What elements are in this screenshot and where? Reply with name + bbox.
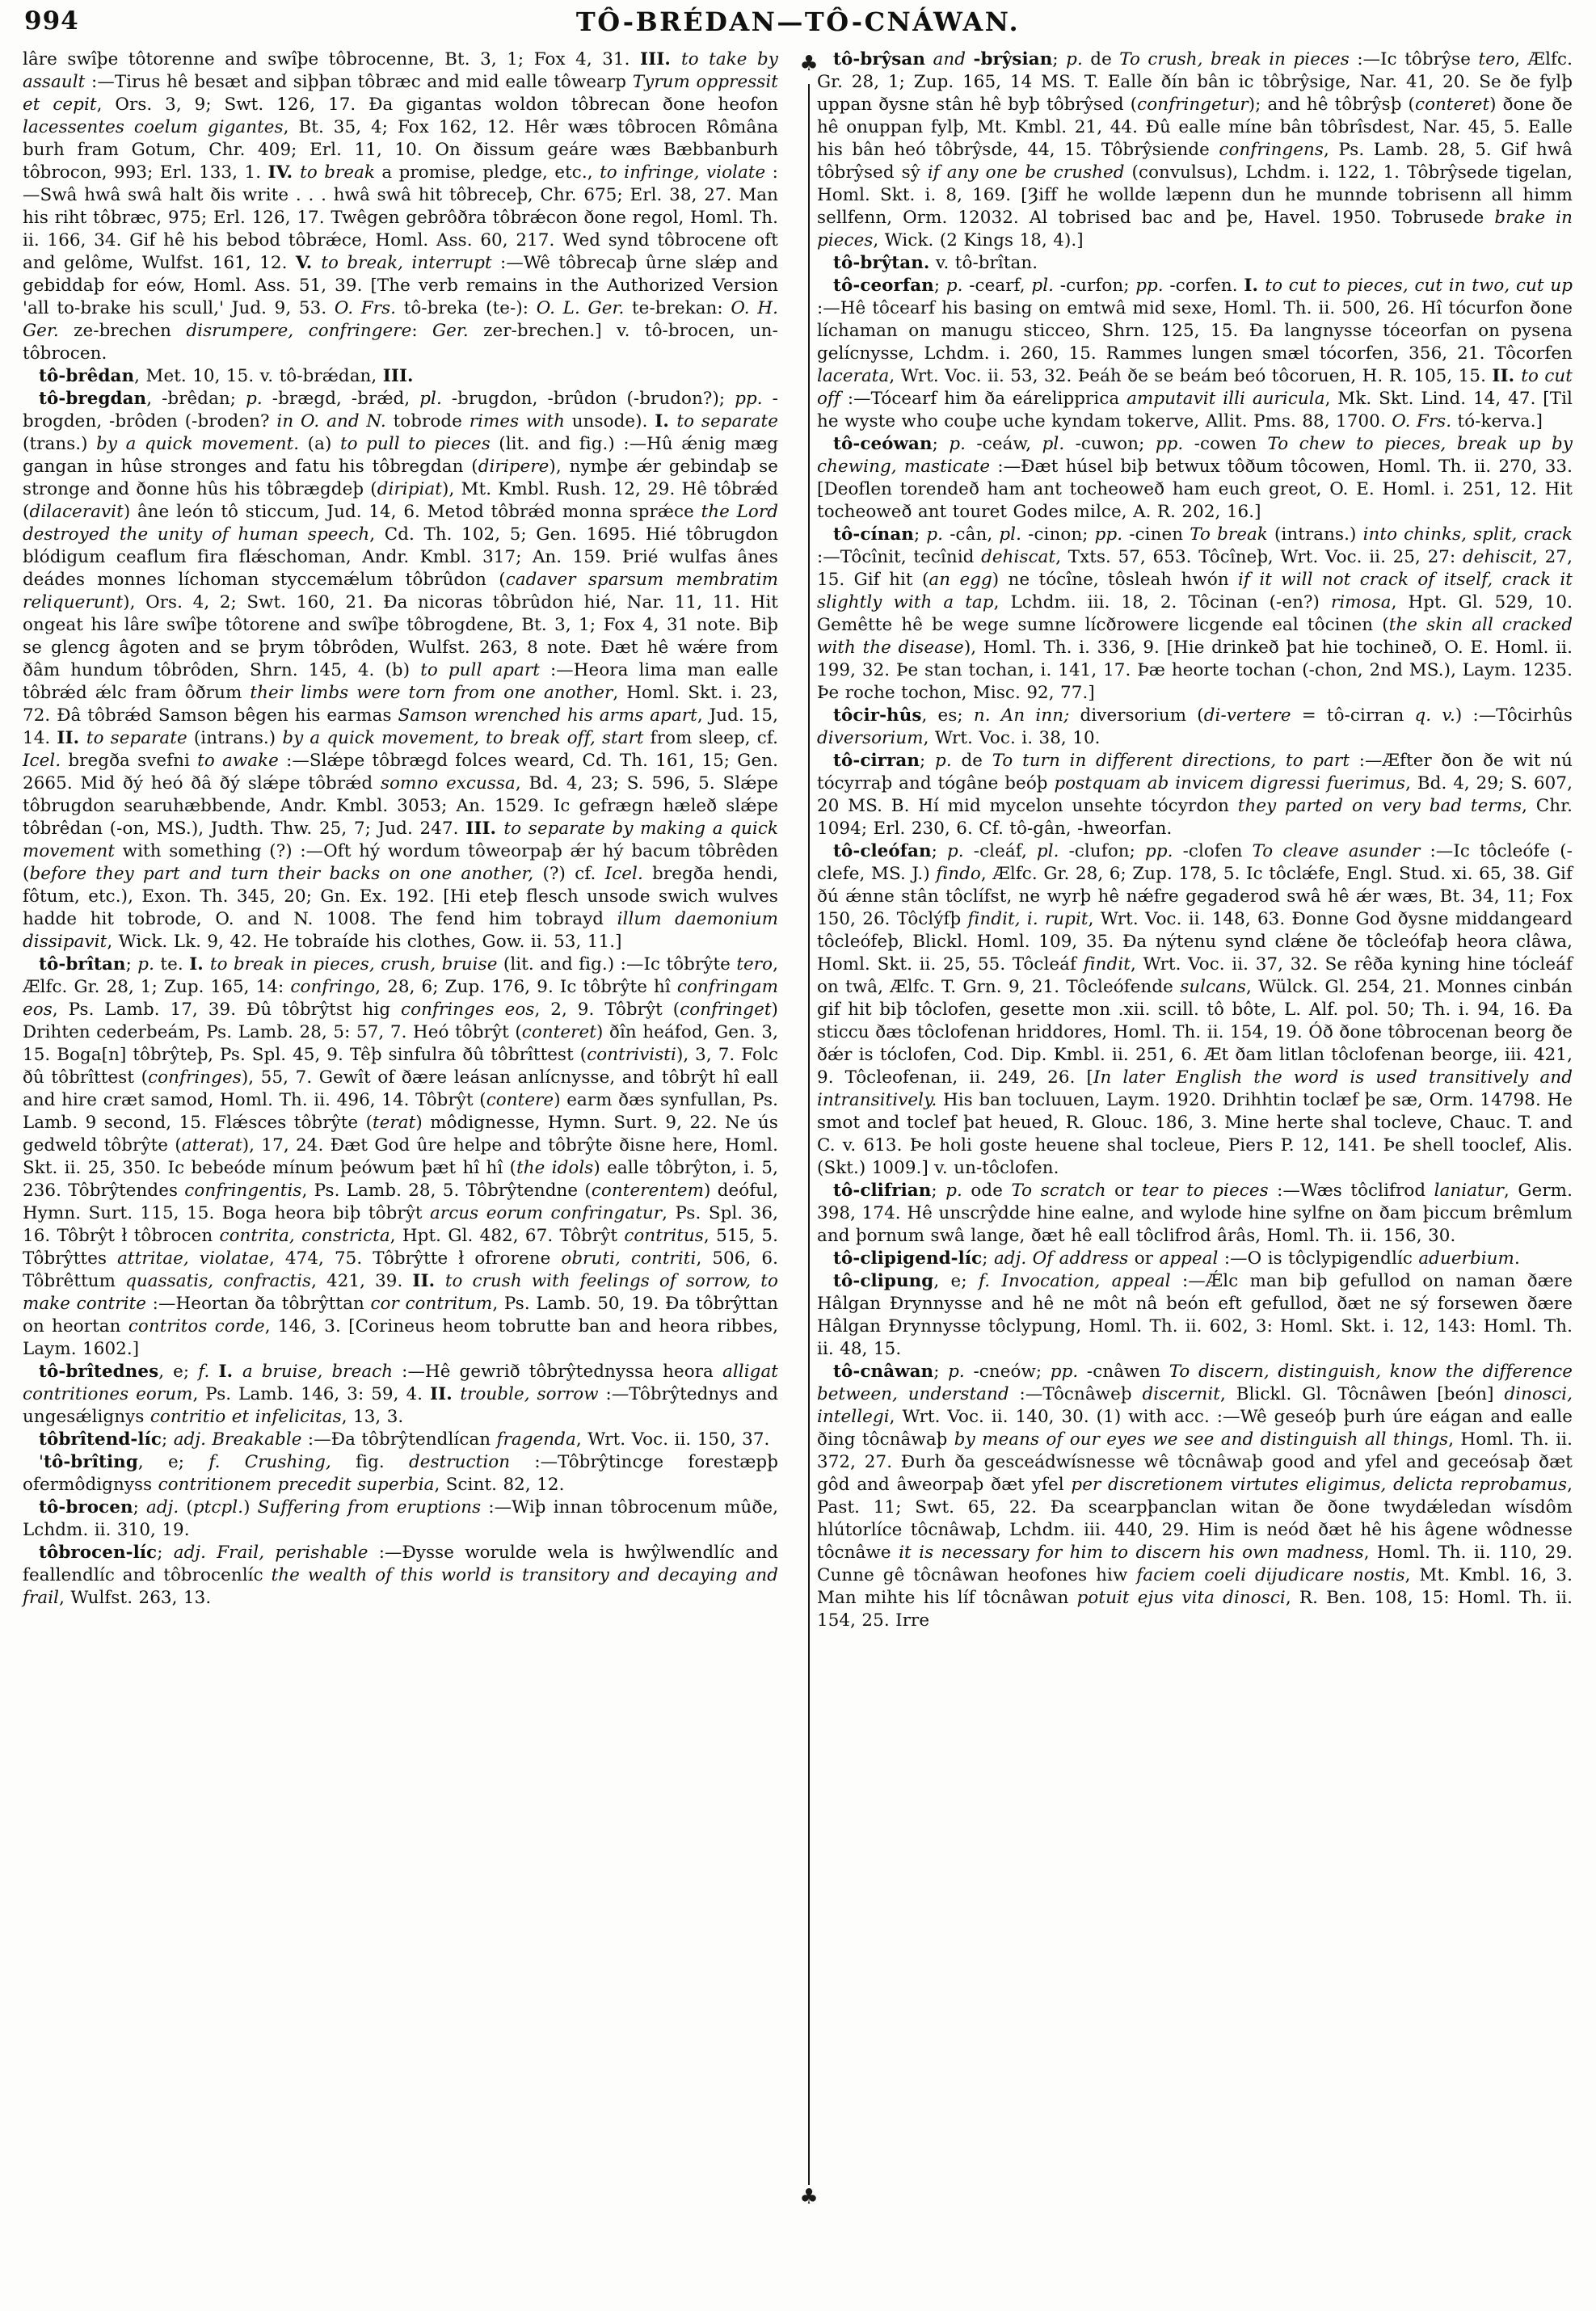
dictionary-entry: tô-bregdan, -brêdan; p. -brægd, -brǽd, pl. -brugdon, -brûdon (-brudon?); pp. -brogden, -brôden (-broden? in O. and N. tobrode rimes with unsode). I. to separate (trans.) by a quick movement. (a) to pull to pieces (lit. and fig.) :—Hû ǽnig mæg gangan in hûse stronges and fatu his tôbregdan (diripere), nymþe ǽr gebindaþ se stronge and ðonne hûs his tôbrægdeþ (diripiat), Mt. Kmbl. Rush. 12, 29. Hê tôbrǽd (dilaceravit) âne león tô sticcum, Jud. 14, 6. Metod tôbrǽd monna sprǽce the Lord destroyed the unity of human speech, Cd. Th. 102, 5; Gen. 1695. Hié tôbrugdon blódigum ceaflum fira flǽschoman, Andr. Kmbl. 317; An. 159. Þrié wulfas ânes deádes monnes líchoman styccemǽlum tôbrûdon (cadaver sparsum membratim reliquerunt), Ors. 4, 2; Swt. 160, 21. Ða nicoras tôbrûdon hié, Nar. 11, 11. Hit ongeat his lâre swîþe tôtorene and swîþe tôbrogdene, Bt. 3, 1; Fox 4, 31 note. Biþ se glencg âgoten and se þrym tôbrôden, Wulfst. 263, 8 note. Ðæt hê wǽre from ðâm hundum tôbrôden, Shrn. 145, 4. (b) to pull apart :—Heora lima man ealle tôbrǽd ǽlc fram ôðrum their limbs were torn from one another, Homl. Skt. i. 23, 72. Ðâ tôbrǽd Samson bêgen his earmas Samson wrenched his arms apart, Jud. 15, 14. II. to separate (intrans.) by a quick movement, to break off, start from sleep, cf. Icel. bregða svefni to awake :—Slǽpe tôbrægd folces weard, Cd. Th. 161, 15; Gen. 2665. Mid ðý heó ðâ ðý slǽpe tôbrǽd somno excussa, Bd. 4, 23; S. 596, 5. Slǽpe tôbrugdon searuhæbbende, Andr. Kmbl. 3053; An. 1529. Ic gefrægn hæleð slǽpe tôbrêdan (-on, MS.), Judth. Thw. 25, 7; Jud. 247. III. to separate by making a quick movement with something (?) :—Oft hý wordum tôweorpaþ ǽr hý bacum tôbrêden (before they part and turn their backs on one another, (?) cf. Icel. bregða hendi, fôtum, etc.), Exon. Th. 345, 20; Gn. Ex. 192. [Hi eteþ flesch unsode swich wulves hadde hit tobrode, O. and N. 1008. The fend him tobrayd illum daemonium dissipavit, Wick. Lk. 9, 42. He tobraíde his clothes, Gow. ii. 53, 11.] xyxy=(23,389,779,952)
dictionary-entry: tô-clifrian; p. ode To scratch or tear to pieces :—Wæs tôclifrod laniatur, Germ. 398, 174. Hê unscrŷdde hine ealne, and wylode hine sylfne on ðam þiccum brêmlum and þornum swâ lange, ðæt hê eall tôclifrod ârâs, Homl. Th. ii. 156, 30. xyxy=(817,1181,1573,1246)
dictionary-entry: tô-ceorfan; p. -cearf, pl. -curfon; pp. -corfen. I. to cut to pieces, cut in two, cut up :—Hê tôcearf his basing on emtwâ mid sexe, Homl. Th. ii. 500, 26. Hî tócurfon ðone líchaman on manugu sticceo, Shrn. 125, 15. Ða langnysse tóceorfan on pysena gelícnysse, Lchdm. i. 260, 15. Rammes lungen smæl tócorfen, 356, 21. Tôcorfen lacerata, Wrt. Voc. ii. 53, 32. Þeáh ðe se beám beó tôcoruen, H. R. 105, 15. II. to cut off :—Tócearf him ða eárelipprica amputavit illi auricula, Mk. Skt. Lind. 14, 47. [Til he wyste who couþe uche kyndam tokerve, Allit. Pms. 88, 1700. O. Frs. tó-kerva.] xyxy=(817,276,1573,431)
page-title: TÔ-BRÉDAN—TÔ-CNÁWAN. xyxy=(575,6,1021,37)
left-column xyxy=(23,48,778,1632)
dictionary-entry: tôbrocen-líc; adj. Frail, perishable :—Ðysse worulde wela is hwŷlwendlíc and feallendlíc and tôbrocenlíc the wealth of this world is transitory and decaying and frail, Wulfst. 263, 13. xyxy=(23,1543,778,1608)
dictionary-entry: 'tô-brîting, e; f. Crushing, fig. destruction :—Tôbrŷtincge forestæpþ ofermôdignyss contritionem precedit superbia, Scint. 82, 12. xyxy=(23,1452,779,1495)
dictionary-entry: tô-brŷsan and -brŷsian; p. de To crush, break in pieces :—Ic tôbrŷse tero, Ælfc. Gr. 28, 1; Zup. 165, 14 MS. T. Ealle ðín bân ic tôbrŷsige, Nar. 41, 20. Se ðe fylþ uppan ðysne stân hê byþ tôbrŷsed (confringetur); and hê tôbrŷsþ (conteret) ðone ðe hê onuppan fylþ, Mt. Kmbl. 21, 44. Ðû ealle míne bân tôbrîsdest, Nar. 45, 5. Ealle his bân heó tôbrŷsde, 44, 15. Tôbrŷsiende confringens, Ps. Lamb. 28, 5. Gif hwâ tôbrŷsed sŷ if any one be crushed (convulsus), Lchdm. i. 122, 1. Tôbrŷsede tigelan, Homl. Skt. i. 8, 169. [Ȝiff he wollde læpenn dun he munnde tobrisenn all himm sellfenn, Orm. 12032. Al tobrised bac and þe, Havel. 1950. Tobrusede brake in pieces, Wick. (2 Kings 18, 4).] xyxy=(817,49,1573,250)
dictionary-entry: tô-ceówan; p. -ceáw, pl. -cuwon; pp. -cowen To chew to pieces, break up by chewing, masticate :—Ðæt húsel biþ betwux tôðum tôcowen, Homl. Th. ii. 270, 33. [Deoflen torendeð ham ant tocheoweð ham euch greot, O. E. Homl. i. 251, 12. Hit tocheoweð ant touret Godes milce, A. R. 202, 16.] xyxy=(817,434,1573,522)
dictionary-entry: tôcir-hûs, es; n. An inn; diversorium (di-vertere = tô-cirran q. v.) :—Tôcirhûs diversorium, Wrt. Voc. i. 38, 10. xyxy=(817,705,1573,748)
trefoil-bottom-icon: ♣ xyxy=(799,2185,819,2209)
dictionary-entry: tô-brîtednes, e; f. I. a bruise, breach :—Hê gewrið tôbrŷtednyssa heora alligat contritiones eorum, Ps. Lamb. 146, 3: 59, 4. II. trouble, sorrow :—Tôbrŷtednys and ungesǽlignys contritio et infelicitas, 13, 3. xyxy=(23,1362,779,1427)
right-column xyxy=(817,48,1573,1632)
dictionary-entry: tô-cínan; p. -cân, pl. -cinon; pp. -cinen To break (intrans.) into chinks, split, crack :—Tôcînit, tecînid dehiscat, Txts. 57, 653. Tôcîneþ, Wrt. Voc. ii. 25, 27: dehiscit, 27, 15. Gif hit (an egg) ne tócîne, tôsleah hwón if it will not crack of itself, crack it slightly with a tap, Lchdm. iii. 18, 2. Tôcinan (-en?) rimosa, Hpt. Gl. 529, 10. Gemêtte hê be wege sumne lícðrowere licgende eal tôcinen (the skin all cracked with the disease), Homl. Th. i. 336, 9. [Hie drinkeð þat hie tochineð, O. E. Homl. ii. 199, 32. Þe stan tochan, i. 141, 17. Þæ heorte tochan (-chon, 2nd MS.), Laym. 1235. Þe roche tochon, Misc. 92, 77.] xyxy=(817,524,1573,703)
entry-continuation: lâre swîþe tôtorenne and swîþe tôbrocenne, Bt. 3, 1; Fox 4, 31. III. to take by assault :—Tirus hê besæt and siþþan tôbræc and mid ealle tôwearp Tyrum oppressit et cepit, Ors. 3, 9; Swt. 126, 17. Ða gigantas woldon tôbrecan ðone heofon lacessentes coelum gigantes, Bt. 35, 4; Fox 162, 12. Hêr wæs tôbrocen Rômâna burh fram Gotum, Chr. 409; Erl. 11, 10. On ðissum geáre wæs Bæbbanburh tôbrocon, 993; Erl. 133, 1. IV. to break a promise, pledge, etc., to infringe, violate :—Swâ hwâ swâ halt ðis write . . . hwâ swâ hit tôbreceþ, Chr. 675; Erl. 38, 27. Man his riht tôbræc, 975; Erl. 126, 17. Twêgen gebrôðra tôbrǽcon ðone regol, Homl. Th. ii. 166, 34. Gif hê his bebod tôbrǽce, Homl. Ass. 60, 217. Wed synd tôbrocene oft and gelôme, Wulfst. 161, 12. V. to break, interrupt :—Wê tôbrecaþ ûrne slǽp and gebiddaþ for eów, Homl. Ass. 51, 39. [The verb remains in the Authorized Version 'all to-brake his scull,' Jud. 9, 53. O. Frs. tô-breka (te-): O. L. Ger. te-brekan: O. H. Ger. ze-brechen disrumpere, confringere: Ger. zer-brechen.] v. tô-brocen, un-tôbrocen. xyxy=(23,49,778,364)
dictionary-entry: tô-cirran; p. de To turn in different directions, to part :—Æfter ðon ðe wit nú tócyrraþ and tógâne beóþ postquam ab invicem digressi fuerimus, Bd. 4, 29; S. 607, 20 MS. B. Hí mid mycelon unsehte tócyrdon they parted on very bad terms, Chr. 1094; Erl. 230, 6. Cf. tô-gân, -hweorfan. xyxy=(817,751,1573,839)
dictionary-entry: tô-cleófan; p. -cleáf, pl. -clufon; pp. -clofen To cleave asunder :—Ic tôcleófe (-clefe, MS. J.) findo, Ælfc. Gr. 28, 6; Zup. 178, 5. Ic tôclǽfe, Engl. Stud. xi. 65, 38. Gif ðú ǽnne stân tôclífst, ne wyrþ hê nǽfre gegaderod swâ hê ǽr wæs, Bt. 34, 11; Fox 150, 26. Tôclýfþ findit, i. rupit, Wrt. Voc. ii. 148, 63. Ðonne God ðysne middangeard tôcleófeþ, Blickl. Homl. 109, 35. Ða nýtenu synd clǽne ðe tôcleófaþ heora clâwa, Homl. Skt. ii. 25, 55. Tôcleáf findit, Wrt. Voc. ii. 37, 32. Se rêða kyning hine tócleáf on twâ, Ælfc. T. Grn. 9, 21. Tôcleófende sulcans, Wülck. Gl. 254, 21. Monnes cinbán gif hit biþ tôclofen, gesette mon .xii. scill. tô bôte, L. Alf. pol. 50; Th. i. 94, 16. Ða sticcu ðæs tôclofenan hriddores, Homl. Th. ii. 154, 19. Óð ðone tôbrocenan beorg ðe ðǽr is tóclofen, Cod. Dip. Kmbl. ii. 251, 6. Æt ðam litlan tôclofenan beorge, iii. 421, 9. Tôcleofenan, ii. 249, 26. [In later English the word is used transitively and intransitively. His ban tocluuen, Laym. 1920. Drihhtin toclæf þe sæ, Orm. 14798. He smot and toclef þat heued, R. Glouc. 186, 3. Mine herte shal tocleve, Chauc. T. and C. v. 613. Þe holi goste heuene shal tocleue, Piers P. 12, 141. Þe shell tooclef, Alis. (Skt.) 1009.] v. un-tôclofen. xyxy=(817,841,1573,1178)
dictionary-entry: tô-brocen; adj. (ptcpl.) Suffering from eruptions :—Wiþ innan tôbrocenum mûðe, Lchdm. ii. 310, 19. xyxy=(23,1497,778,1540)
page-number: 994 xyxy=(24,6,79,36)
text-columns xyxy=(23,48,1573,1632)
dictionary-entry: tôbrîtend-líc; adj. Breakable :—Ða tôbrŷtendlícan fragenda, Wrt. Voc. ii. 150, 37. xyxy=(39,1429,770,1450)
dictionary-entry: tô-cnâwan; p. -cneów; pp. -cnâwen To discern, distinguish, know the difference between, understand :—Tôcnâweþ discernit, Blickl. Gl. Tôcnâwen [beón] dinosci, intellegi, Wrt. Voc. ii. 140, 30. (1) with acc. :—Wê geseóþ þurh úre eágan and ealle ðing tôcnâwaþ by means of our eyes we see and distinguish all things, Homl. Th. ii. 372, 27. Ðurh ða gesceádwísnesse wê tôcnâwaþ good and yfel and geceósaþ ðæt gôd and âweorpaþ ðæt yfel per discretionem virtutes eligimus, delicta reprobamus, Past. 11; Swt. 65, 22. Ða scearpþanclan witan ðe ðone twydǽledan wísdôm hlútorlíce tôcnâwaþ, Lchdm. iii. 440, 29. Him is neód ðæt hê his âgene wôdnesse tôcnâwe it is necessary for him to discern his own madness, Homl. Th. ii. 110, 29. Cunne gê tôcnâwan heofones hiw faciem coeli dijudicare nostis, Mt. Kmbl. 16, 3. Man mihte his líf tôcnâwan potuit ejus vita dinosci, R. Ben. 108, 15: Homl. Th. ii. 154, 25. Irre xyxy=(817,1362,1573,1631)
dictionary-entry: tô-brêdan, Met. 10, 15. v. tô-brǽdan, III. xyxy=(39,366,414,386)
dictionary-entry: tô-brŷtan. v. tô-brîtan. xyxy=(833,253,1038,273)
dictionary-entry: tô-clipung, e; f. Invocation, appeal :—Ǽlc man biþ gefullod on naman ðære Hâlgan Ðrynnysse and hê ne môt nâ beón eft gefullod, ðæt ne sý forsewen ðære Hâlgan Ðrynnysse tôclypung, Homl. Th. ii. 602, 3: Homl. Skt. i. 12, 143: Homl. Th. ii. 48, 15. xyxy=(817,1271,1573,1359)
trefoil-top-icon: ♣ xyxy=(799,52,819,76)
dictionary-entry: tô-brîtan; p. te. I. to break in pieces, crush, bruise (lit. and fig.) :—Ic tôbrŷte tero, Ælfc. Gr. 28, 1; Zup. 165, 14: confringo, 28, 6; Zup. 176, 9. Ic tôbrŷte hî confringam eos, Ps. Lamb. 17, 39. Ðû tôbrŷtst hig confringes eos, 2, 9. Tôbrŷt (confringet) Drihten cederbeám, Ps. Lamb. 28, 5: 57, 7. Heó tôbrŷt (conteret) ðîn heáfod, Gen. 3, 15. Boga[n] tôbrŷteþ, Ps. Spl. 45, 9. Têþ sinfulra ðû tôbrîttest (contrivisti), 3, 7. Folc ðû tôbrîttest (confringes), 55, 7. Gewît of ðære leásan anlícnysse, and tôbrŷt hî eall and hire cræt samod, Homl. Th. ii. 496, 14. Tôbrŷt (contere) earm ðæs synfullan, Ps. Lamb. 9 second, 15. Flǽsces tôbrŷte (terat) môdignesse, Hymn. Surt. 9, 22. Ne ús gedweld tôbrŷte (atterat), 17, 24. Ðæt God ûre helpe and tôbrŷte ðisne here, Homl. Skt. ii. 25, 350. Ic bebeóde mínum þeówum þæt hî hî (the idols) ealle tôbrŷton, i. 5, 236. Tôbrŷtendes confringentis, Ps. Lamb. 28, 5. Tôbrŷtendne (conterentem) deóful, Hymn. Surt. 115, 15. Boga heora biþ tôbrŷt arcus eorum confringatur, Ps. Spl. 36, 16. Tôbrŷt ł tôbrocen contrita, constricta, Hpt. Gl. 482, 67. Tôbrŷt contritus, 515, 5. Tôbrŷttes attritae, violatae, 474, 75. Tôbrŷtte ł ofrorene obruti, contriti, 506, 6. Tôbrêttum quassatis, confractis, 421, 39. II. to crush with feelings of sorrow, to make contrite :—Heortan ða tôbrŷttan cor contritum, Ps. Lamb. 50, 19. Ða tôbrŷttan on heortan contritos corde, 146, 3. [Corineus heom tobrutte ban and heora ribbes, Laym. 1602.] xyxy=(23,954,779,1359)
running-head xyxy=(23,5,1573,42)
dictionary-entry: tô-clipigend-líc; adj. Of address or appeal :—O is tôclypigendlíc aduerbium. xyxy=(833,1248,1520,1269)
